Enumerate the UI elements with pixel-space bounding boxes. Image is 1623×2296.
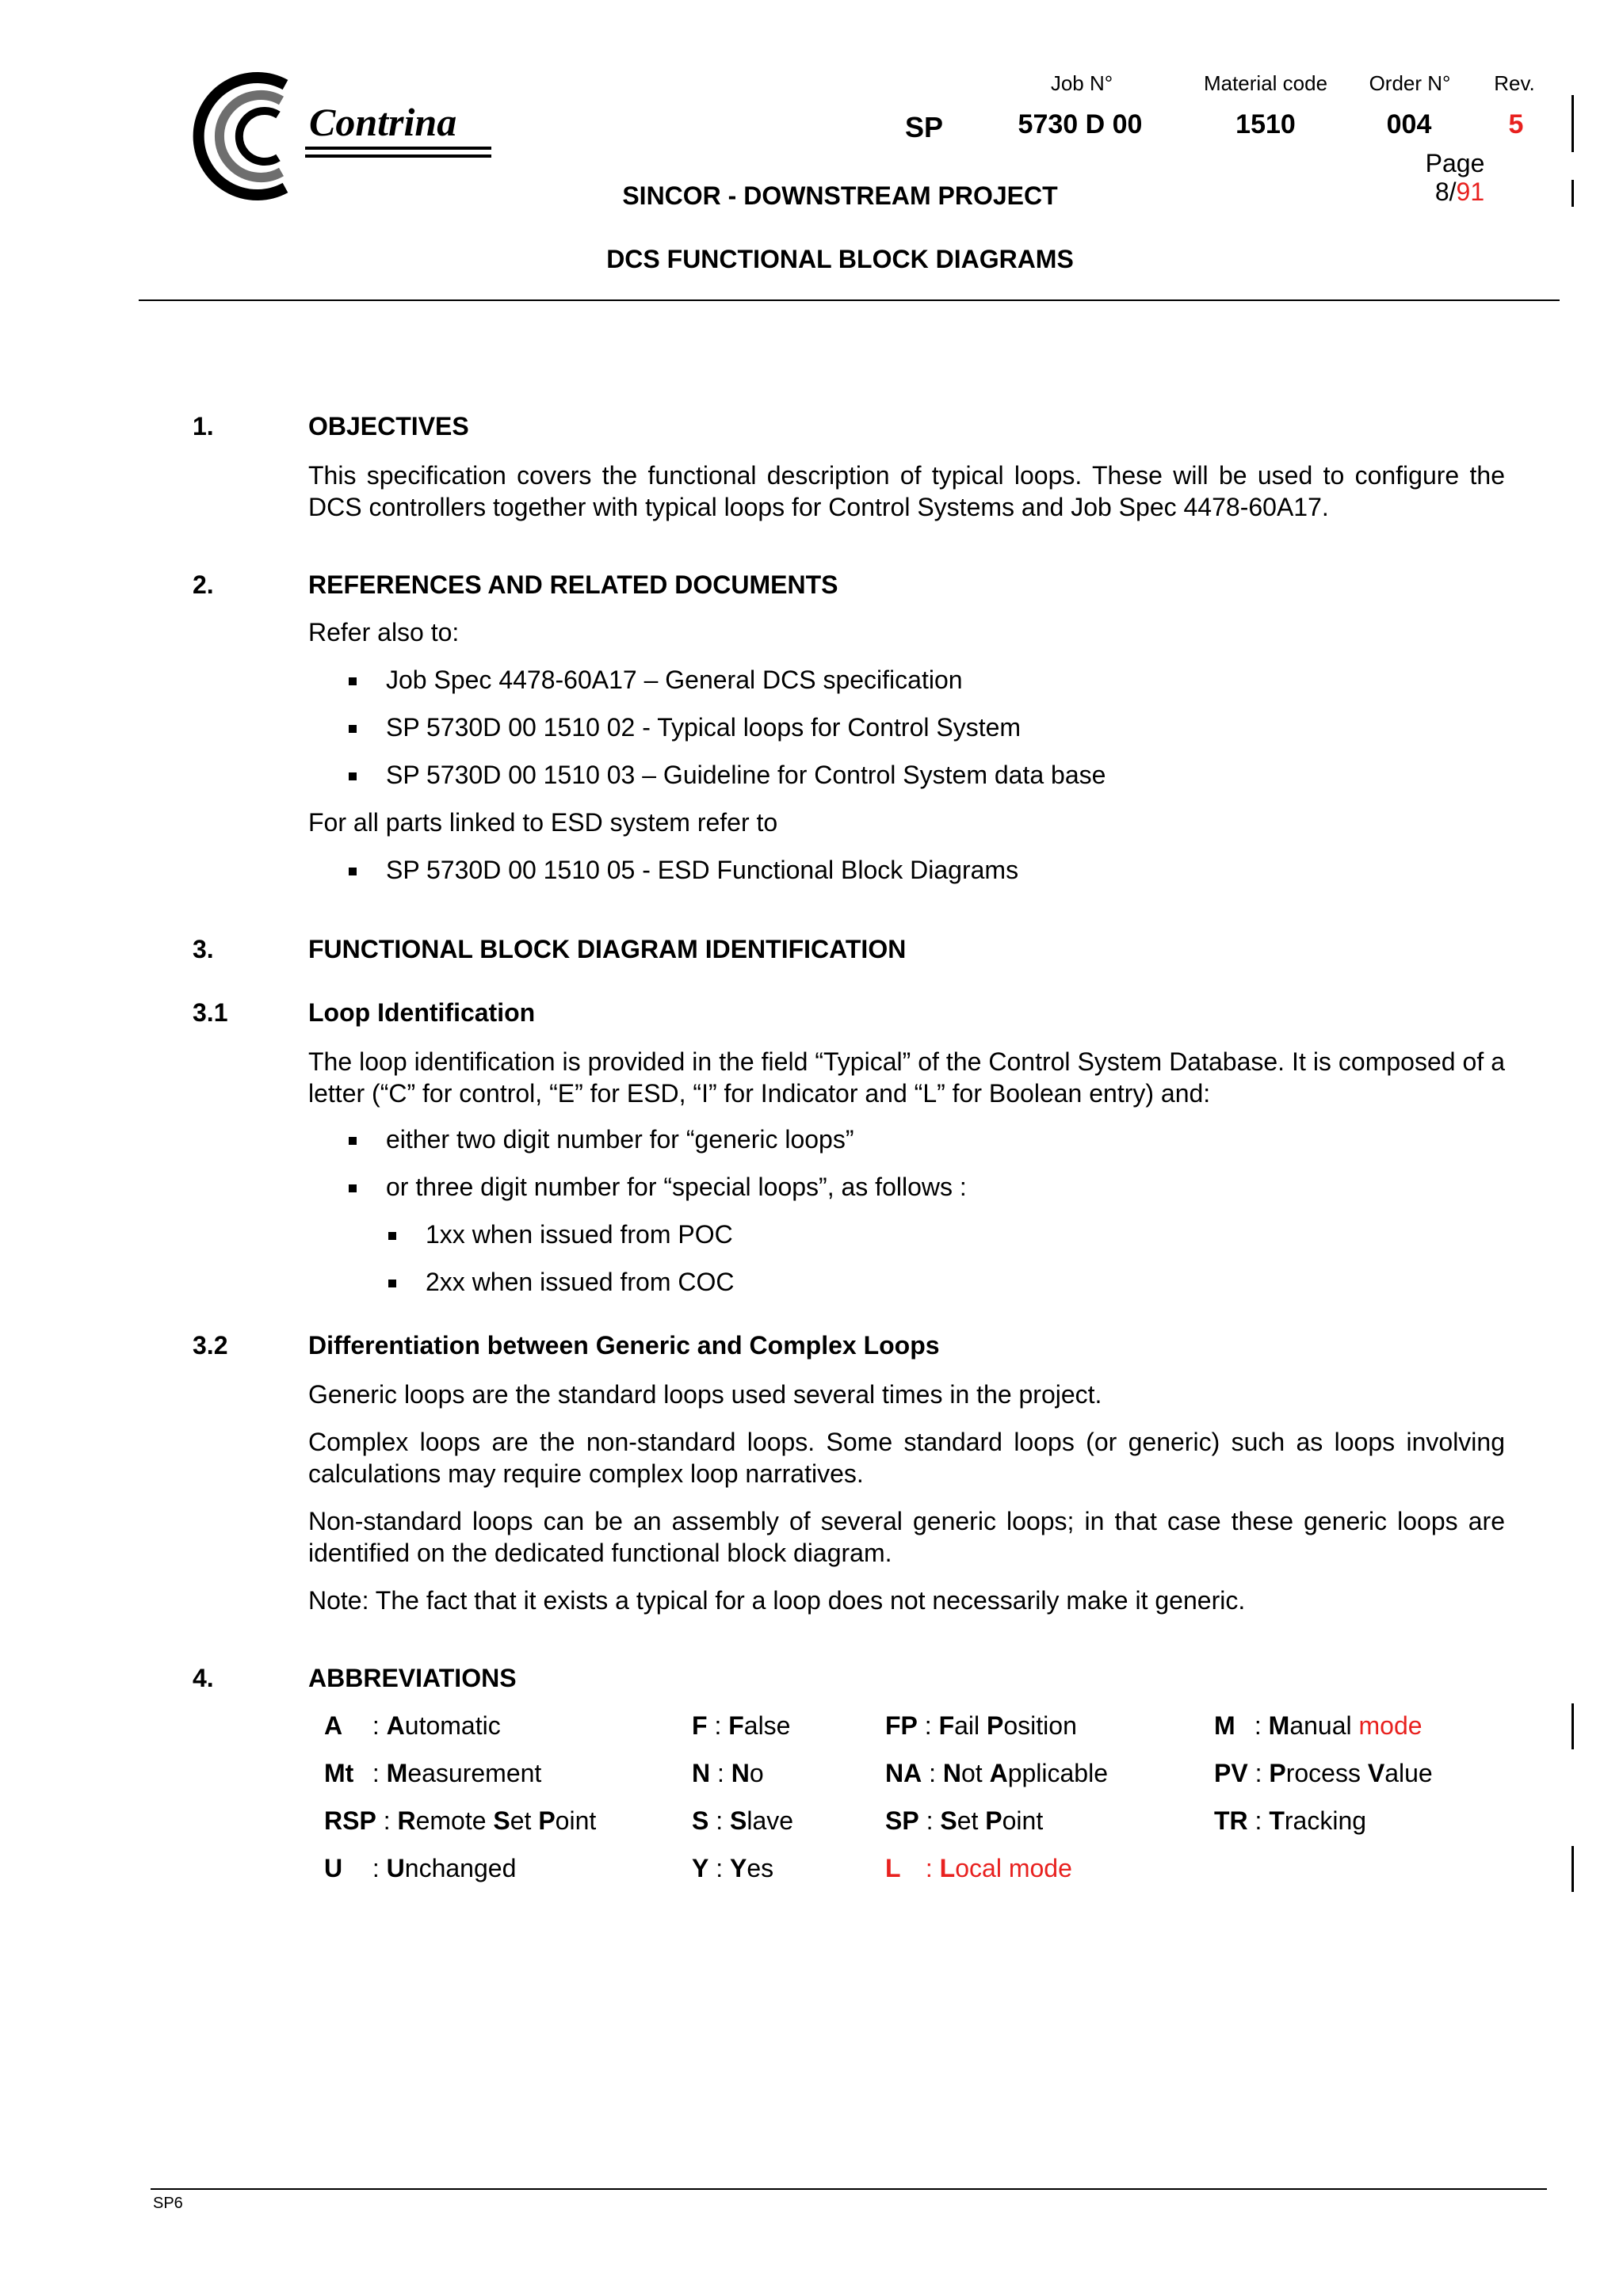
abbreviation-entry: A : Automatic — [324, 1711, 501, 1740]
sub-list-item: 1xx when issued from POC — [426, 1220, 733, 1249]
objectives-text: This specification covers the functional description of typical loops. These will be used to configure the DCS controllers together with typical loops for Control Systems and Job Spec 4478-60A17. — [308, 461, 1505, 521]
abbreviation-entry: FP : Fail Position — [885, 1711, 1077, 1740]
project-title: SINCOR - DOWNSTREAM PROJECT — [622, 181, 1058, 210]
section-number: 3.1 — [193, 998, 228, 1027]
revision-bar — [1571, 95, 1574, 152]
abbreviation-entry: M : Manual mode — [1214, 1711, 1423, 1740]
footer-rule — [151, 2188, 1547, 2190]
section-number: 1. — [193, 412, 214, 441]
page-total: 91 — [1456, 177, 1485, 206]
footer-code: SP6 — [153, 2195, 183, 2212]
abbreviation-entry: TR : Tracking — [1214, 1806, 1367, 1835]
abbreviation-entry: PV : Process Value — [1214, 1759, 1433, 1787]
bullet-icon — [349, 1184, 357, 1192]
page-label: Page — [1425, 149, 1485, 177]
loop-identification-text: The loop identification is provided in the field “Typical” of the Control System Database. It is composed of a letter (“C” for control, “E” for ESD, “I” for Indicator and “L” for Boolean entry) and: — [308, 1047, 1505, 1108]
reference-item: SP 5730D 00 1510 05 - ESD Functional Block Diagrams — [386, 856, 1019, 884]
reference-item: Job Spec 4478-60A17 – General DCS specification — [386, 666, 963, 694]
document-title: DCS FUNCTIONAL BLOCK DIAGRAMS — [606, 245, 1074, 273]
note-paragraph: Note: The fact that it exists a typical for a loop does not necessarily make it generic. — [308, 1586, 1246, 1615]
section-number: 4. — [193, 1664, 214, 1692]
header-rule — [139, 299, 1560, 301]
bullet-icon — [349, 868, 357, 875]
abbreviation-entry: Y : Yes — [692, 1854, 774, 1882]
section-heading: OBJECTIVES — [308, 412, 469, 441]
section-number: 3. — [193, 935, 214, 963]
bullet-icon — [349, 677, 357, 685]
page-indicator — [1435, 177, 1484, 207]
section-heading: REFERENCES AND RELATED DOCUMENTS — [308, 570, 838, 599]
order-number: 004 — [1386, 109, 1432, 139]
sub-list-item: 2xx when issued from COC — [426, 1268, 735, 1296]
section-heading: ABBREVIATIONS — [308, 1664, 517, 1692]
material-code: 1510 — [1235, 109, 1296, 139]
list-item: either two digit number for “generic loops” — [386, 1125, 854, 1154]
revision-bar — [1571, 1846, 1574, 1892]
job-number: 5730 D 00 — [1018, 109, 1143, 139]
paragraph: Complex loops are the non-standard loops. Some standard loops (or generic) such as loops involving calculations may require complex loop narratives. — [308, 1428, 1505, 1488]
section-heading: Loop Identification — [308, 998, 536, 1027]
revision-bar — [1571, 1703, 1574, 1749]
paragraph: Non-standard loops can be an assembly of several generic loops; in that case these generic loops are identified on the dedicated functional block diagram. — [308, 1507, 1505, 1567]
job-label: Job N° — [1050, 71, 1113, 95]
refer-intro: Refer also to: — [308, 618, 460, 646]
abbreviation-entry: L : Local mode — [885, 1854, 1072, 1882]
order-label: Order N° — [1369, 71, 1451, 95]
company-name: Contrina — [309, 100, 457, 144]
rev-label: Rev. — [1494, 71, 1535, 95]
bullet-icon — [349, 772, 357, 780]
bullet-icon — [388, 1232, 396, 1240]
page-separator: / — [1449, 177, 1457, 206]
section-heading: Differentiation between Generic and Complex Loops — [308, 1331, 940, 1360]
revision-bar — [1571, 180, 1574, 207]
esd-intro: For all parts linked to ESD system refer to — [308, 808, 778, 837]
section-heading: FUNCTIONAL BLOCK DIAGRAM IDENTIFICATION — [308, 935, 907, 963]
bullet-icon — [388, 1280, 396, 1287]
material-label: Material code — [1203, 71, 1328, 95]
abbreviation-entry: U : Unchanged — [324, 1854, 517, 1882]
abbreviation-entry: S : Slave — [692, 1806, 794, 1835]
bullet-icon — [349, 1137, 357, 1145]
company-logo — [162, 67, 495, 206]
paragraph: Generic loops are the standard loops used several times in the project. — [308, 1380, 1102, 1409]
list-item: or three digit number for “special loops”, as follows : — [386, 1173, 967, 1201]
page-number: 8 — [1434, 177, 1449, 206]
abbreviation-entry: F : False — [692, 1711, 791, 1740]
abbreviation-entry: RSP : Remote Set Point — [324, 1806, 597, 1835]
revision-number: 5 — [1508, 109, 1524, 139]
bullet-icon — [349, 725, 357, 733]
section-number: 2. — [193, 570, 214, 599]
abbreviation-entry: SP : Set Point — [885, 1806, 1044, 1835]
abbreviation-entry: Mt : Measurement — [324, 1759, 542, 1787]
section-number: 3.2 — [193, 1331, 228, 1360]
doc-type: SP — [904, 111, 944, 143]
reference-item: SP 5730D 00 1510 02 - Typical loops for Control System — [386, 713, 1022, 742]
abbreviation-entry: N : No — [692, 1759, 764, 1787]
abbreviation-entry: NA : Not Applicable — [885, 1759, 1108, 1787]
reference-item: SP 5730D 00 1510 03 – Guideline for Control System data base — [386, 761, 1106, 789]
